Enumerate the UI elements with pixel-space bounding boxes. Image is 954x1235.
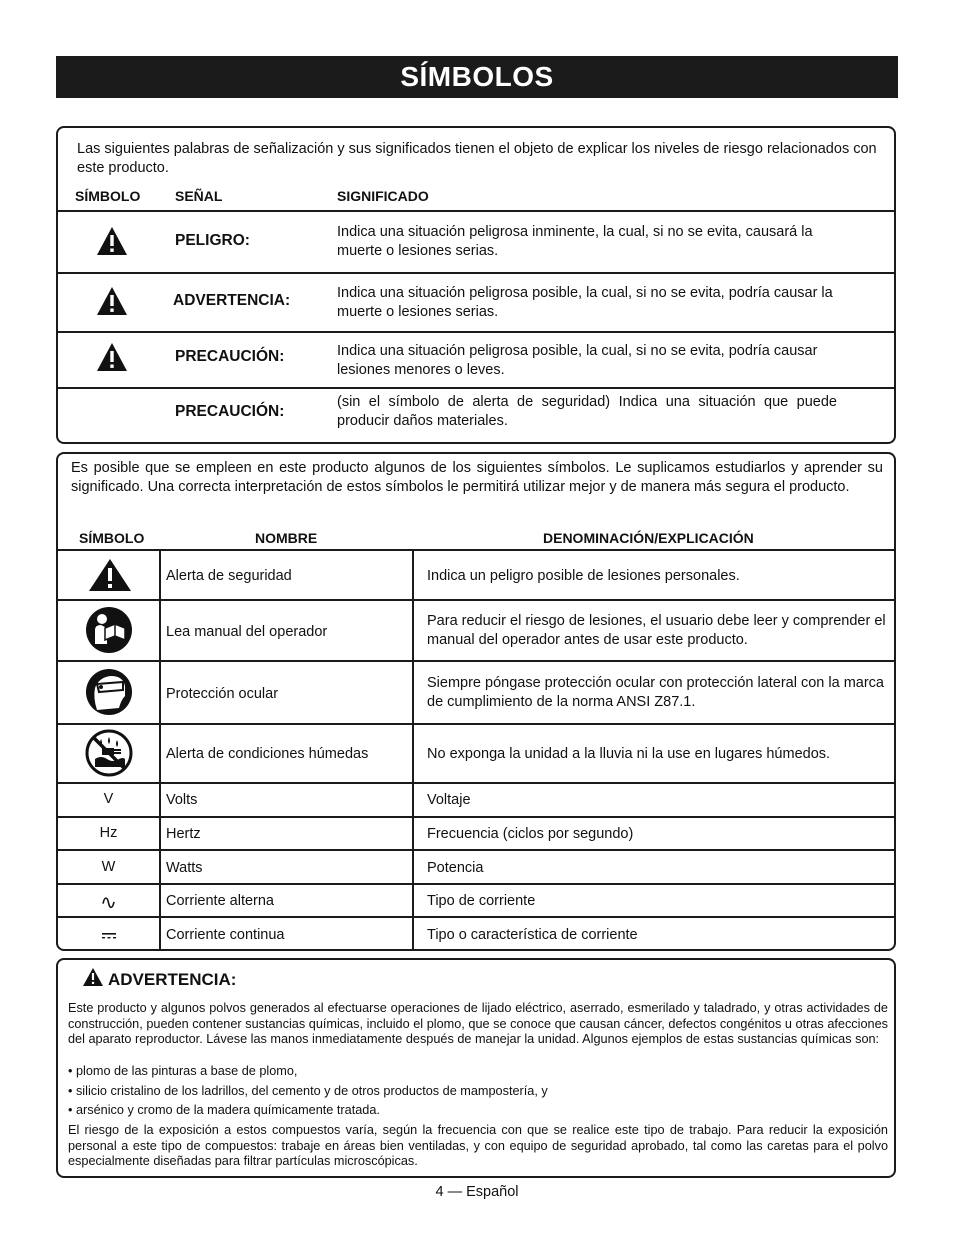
divider bbox=[56, 660, 896, 662]
symbol-explanation: Indica un peligro posible de lesiones personales. bbox=[427, 568, 740, 584]
header-symbol: SÍMBOLO bbox=[79, 530, 145, 546]
warning-triangle-icon bbox=[96, 286, 128, 316]
symbol-explanation: Tipo de corriente bbox=[427, 893, 536, 909]
divider bbox=[56, 723, 896, 725]
symbol-explanation: Potencia bbox=[427, 860, 484, 876]
page-title: SÍMBOLOS bbox=[56, 56, 898, 98]
symbol-hertz: Hz bbox=[99, 825, 118, 841]
symbol-explanation: Tipo o característica de corriente bbox=[427, 927, 638, 943]
symbol-name: Protección ocular bbox=[166, 686, 279, 702]
header-symbol: SÍMBOLO bbox=[75, 188, 141, 204]
header-signal: SEÑAL bbox=[175, 188, 223, 204]
symbol-name: Watts bbox=[166, 860, 203, 876]
symbol-name: Volts bbox=[166, 792, 198, 808]
symbol-name: Corriente continua bbox=[166, 927, 285, 943]
divider bbox=[56, 210, 896, 212]
divider bbox=[56, 331, 896, 333]
symbol-name: Corriente alterna bbox=[166, 893, 274, 909]
warning-triangle-icon bbox=[96, 226, 128, 256]
read-manual-icon bbox=[85, 606, 133, 654]
symbol-explanation: Voltaje bbox=[427, 792, 471, 808]
warning-bullet: • arsénico y cromo de la madera químicamente tratada. bbox=[68, 1103, 380, 1117]
symbol-volts: V bbox=[103, 791, 114, 807]
symbol-explanation: Para reducir el riesgo de lesiones, el usuario debe leer y comprender el manual del operador antes de usar este producto. bbox=[427, 613, 886, 648]
meaning-peligro: Indica una situación peligrosa inminente, la cual, si no se evita, causará la muerte o lesiones serias. bbox=[337, 224, 813, 259]
warning-box bbox=[56, 958, 896, 1178]
header-explanation: DENOMINACIÓN/EXPLICACIÓN bbox=[543, 530, 754, 546]
divider bbox=[56, 883, 896, 885]
warning-triangle-icon bbox=[96, 342, 128, 372]
warning-paragraph: El riesgo de la exposición a estos compuestos varía, según la frecuencia con que se realice este tipo de trabajo. Para reducir la exposición personal a este tipo de compuestos: trabaje en áreas bien ventiladas, y con equipo de seguridad aprobado, tal como las caretas para el polvo especialmente diseñadas para filtrar partículas microscópicas. bbox=[68, 1123, 888, 1168]
signal-intro: Las siguientes palabras de señalización y sus significados tienen el objeto de explicar los niveles de riesgo relacionados con este producto. bbox=[77, 141, 877, 176]
wet-conditions-icon bbox=[85, 729, 133, 777]
symbol-explanation: Siempre póngase protección ocular con protección lateral con la marca de cumplimiento de la norma ANSI Z87.1. bbox=[427, 675, 884, 710]
signal-precaucion-no-symbol: PRECAUCIÓN: bbox=[175, 403, 285, 420]
symbol-name: Alerta de seguridad bbox=[166, 568, 292, 584]
warning-triangle-icon bbox=[82, 967, 104, 987]
meaning-precaucion: Indica una situación peligrosa posible, la cual, si no se evita, podría causar lesiones menores o leves. bbox=[337, 343, 818, 378]
signal-peligro: PELIGRO: bbox=[175, 232, 250, 249]
signal-precaucion: PRECAUCIÓN: bbox=[175, 348, 285, 365]
warning-bullet: • silicio cristalino de los ladrillos, del cemento y de otros productos de mampostería, y bbox=[68, 1084, 548, 1098]
divider bbox=[56, 916, 896, 918]
divider bbox=[56, 387, 896, 389]
divider bbox=[56, 849, 896, 851]
symbol-explanation: No exponga la unidad a la lluvia ni la use en lugares húmedos. bbox=[427, 746, 831, 762]
divider bbox=[56, 816, 896, 818]
eye-protection-icon bbox=[85, 668, 133, 716]
divider bbox=[56, 272, 896, 274]
column-divider bbox=[412, 549, 414, 951]
divider bbox=[56, 782, 896, 784]
divider bbox=[56, 549, 896, 551]
symbol-watts: W bbox=[101, 859, 116, 875]
meaning-precaucion-no-symbol: (sin el símbolo de alerta de seguridad) Indica una situación que puede producir daños materiales. bbox=[337, 394, 837, 429]
symbol-explanation: Frecuencia (ciclos por segundo) bbox=[427, 826, 634, 842]
header-name: NOMBRE bbox=[255, 530, 318, 546]
warning-title: ADVERTENCIA: bbox=[108, 970, 237, 989]
symbol-name: Hertz bbox=[166, 826, 201, 842]
symbols-box bbox=[56, 452, 896, 951]
warning-paragraph: Este producto y algunos polvos generados al efectuarse operaciones de lijado eléctrico, aserrado, esmerilado y taladrado, y otras actividades de construcción, pueden contener sustancias químicas, incluido el plomo, que se conoce que causan cáncer, defectos congénitos u otras afecciones del aparato reproductor. Lávese las manos inmediatamente después de manejar la unidad. Algunos ejemplos de estas sustancias químicas son: bbox=[68, 1001, 888, 1046]
page-footer: 4 — Español bbox=[435, 1184, 519, 1200]
warning-triangle-icon bbox=[88, 558, 132, 592]
meaning-advertencia: Indica una situación peligrosa posible, la cual, si no se evita, podría causar la muerte o lesiones serias. bbox=[337, 285, 833, 320]
symbol-name: Alerta de condiciones húmedas bbox=[166, 746, 369, 762]
direct-current-icon bbox=[101, 932, 117, 940]
symbols-intro: Es posible que se empleen en este producto algunos de los siguientes símbolos. Le suplicamos estudiarlos y aprender su significado. Una correcta interpretación de estos símbolos le permitirá utilizar mejor y de manera más segura el producto. bbox=[71, 460, 883, 495]
header-meaning: SIGNIFICADO bbox=[337, 188, 429, 204]
alternating-current-icon: ∿ bbox=[100, 892, 117, 914]
divider bbox=[56, 599, 896, 601]
signal-advertencia: ADVERTENCIA: bbox=[173, 292, 291, 309]
symbol-name: Lea manual del operador bbox=[166, 624, 328, 640]
signal-words-box bbox=[56, 126, 896, 444]
warning-bullet: • plomo de las pinturas a base de plomo, bbox=[68, 1064, 298, 1078]
column-divider bbox=[159, 549, 161, 951]
